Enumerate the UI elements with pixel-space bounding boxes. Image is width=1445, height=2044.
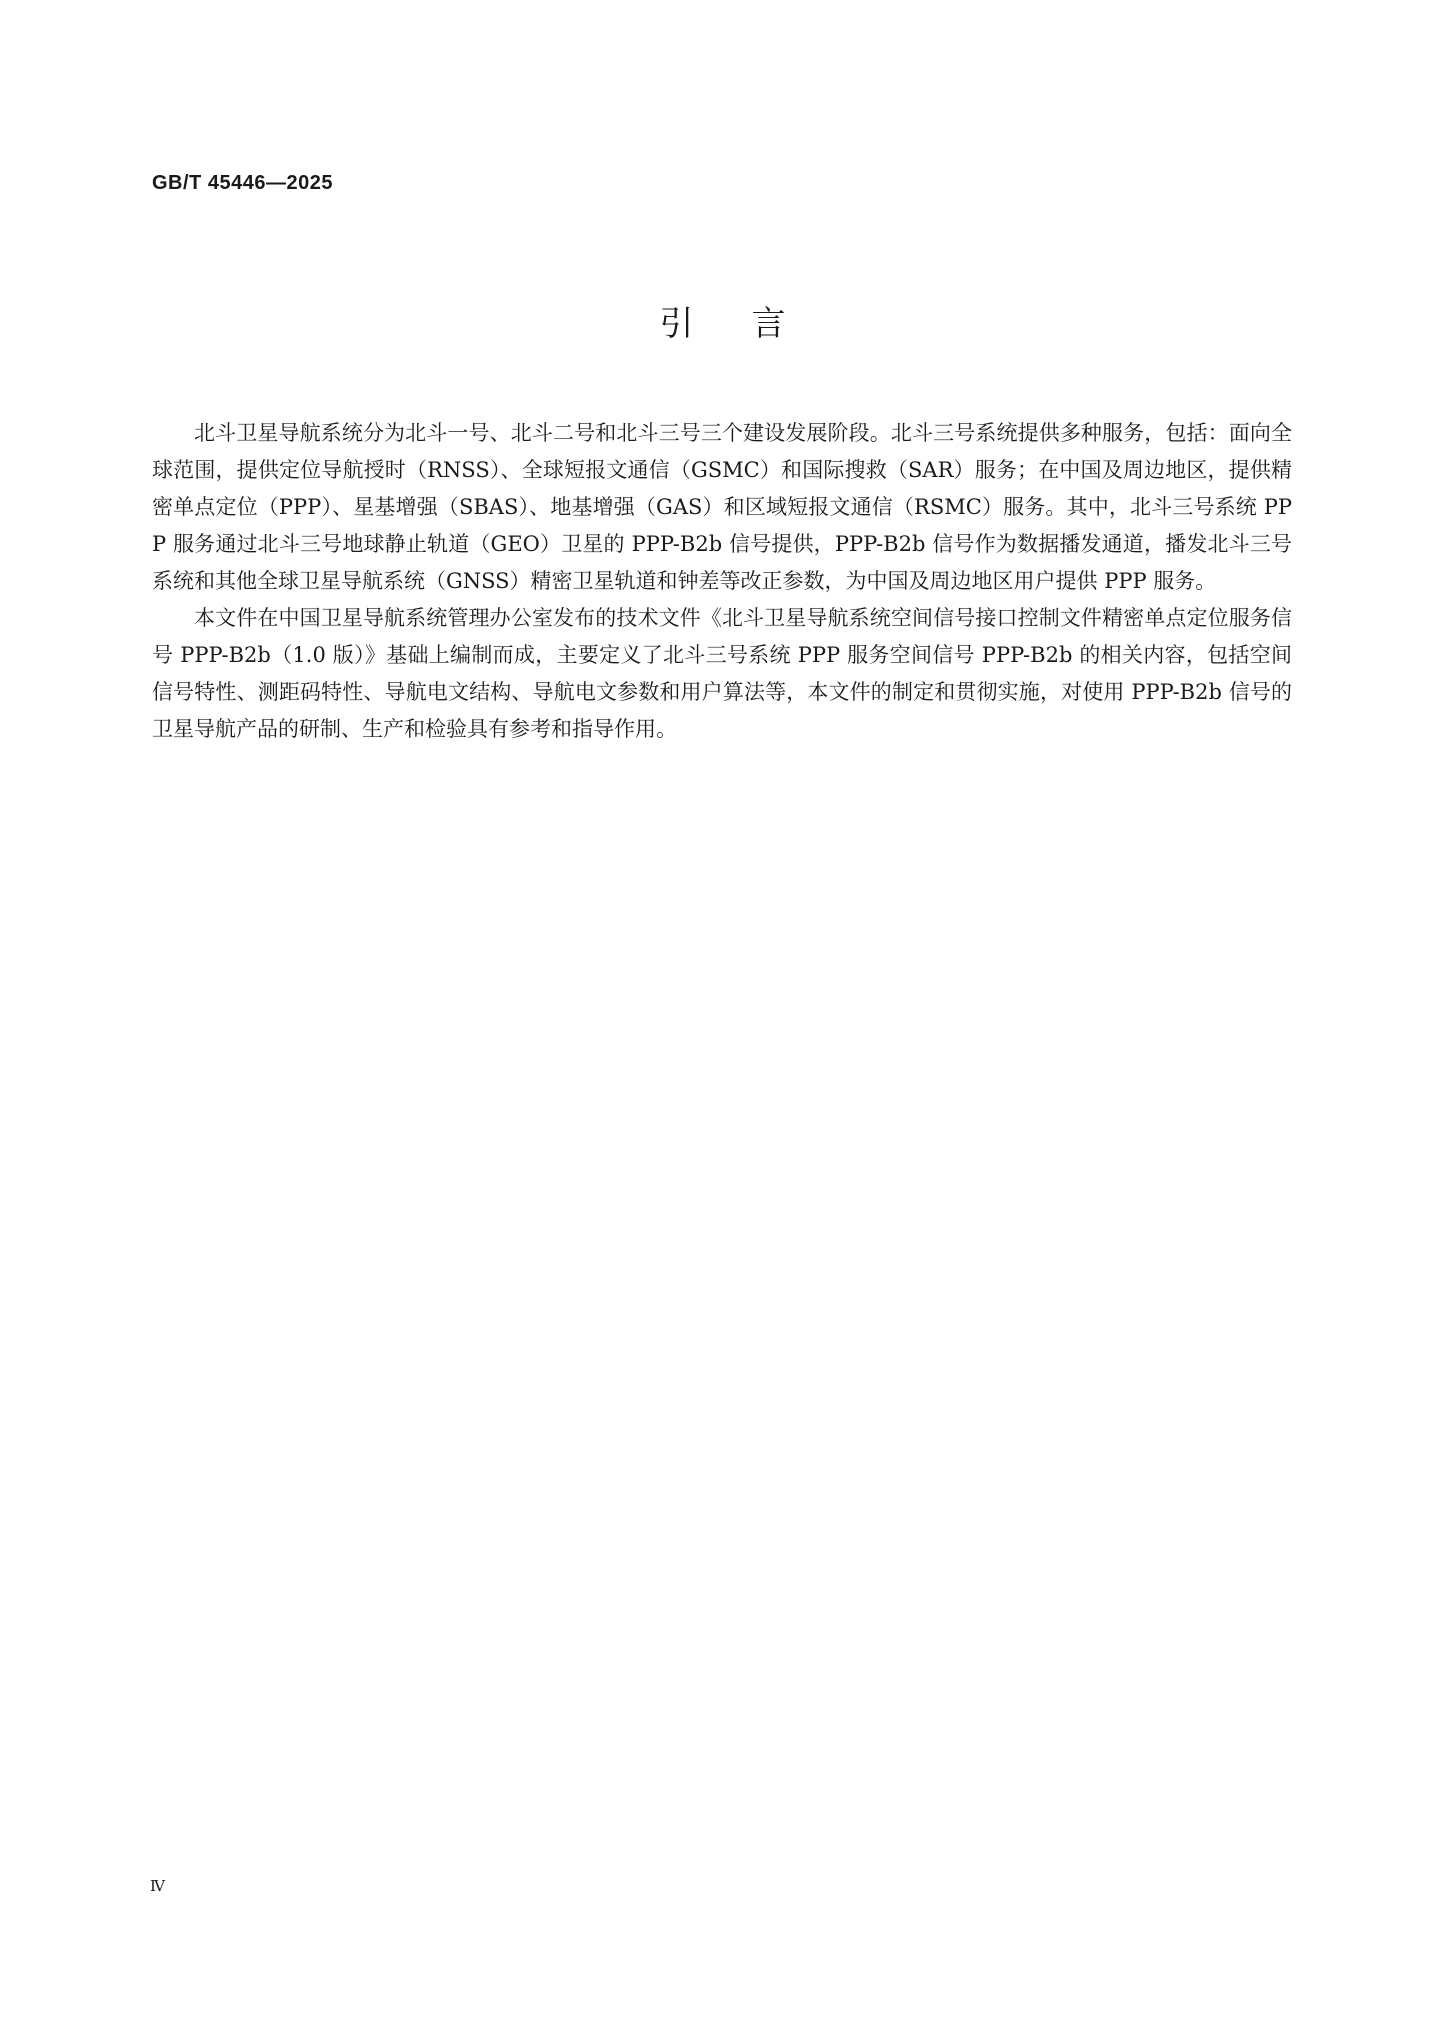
page-number: Ⅳ bbox=[150, 1877, 165, 1895]
paragraph: 本文件在中国卫星导航系统管理办公室发布的技术文件《北斗卫星导航系统空间信号接口控制文件精密单点定位服务信号 PPP-B2b（1.0 版）》基础上编制而成，主要定义了北斗三号系统 PPP 服务空间信号 PPP-B2b 的相关内容，包括空间信号特性、测距码特性、导航电文结构、导航电文参数和用户算法等，本文件的制定和贯彻实施，对使用 PPP-B2b 信号的卫星导航产品的研制、生产和检验具有参考和指导作用。 bbox=[152, 606, 1292, 741]
paragraph: 北斗卫星导航系统分为北斗一号、北斗二号和北斗三号三个建设发展阶段。北斗三号系统提供多种服务，包括：面向全球范围，提供定位导航授时（RNSS）、全球短报文通信（GSMC）和国际搜救（SAR）服务；在中国及周边地区，提供精密单点定位（PPP）、星基增强（SBAS）、地基增强（GAS）和区域短报文通信（RSMC）服务。其中，北斗三号系统 PPP 服务通过北斗三号地球静止轨道（GEO）卫星的 PPP-B2b 信号提供，PPP-B2b 信号作为数据播发通道，播发北斗三号系统和其他全球卫星导航系统（GNSS）精密卫星轨道和钟差等改正参数，为中国及周边地区用户提供 PPP 服务。 bbox=[152, 421, 1292, 593]
standard-number: GB/T 45446—2025 bbox=[152, 172, 333, 194]
page-title: 引言 bbox=[659, 304, 844, 344]
document-body bbox=[152, 415, 1292, 748]
